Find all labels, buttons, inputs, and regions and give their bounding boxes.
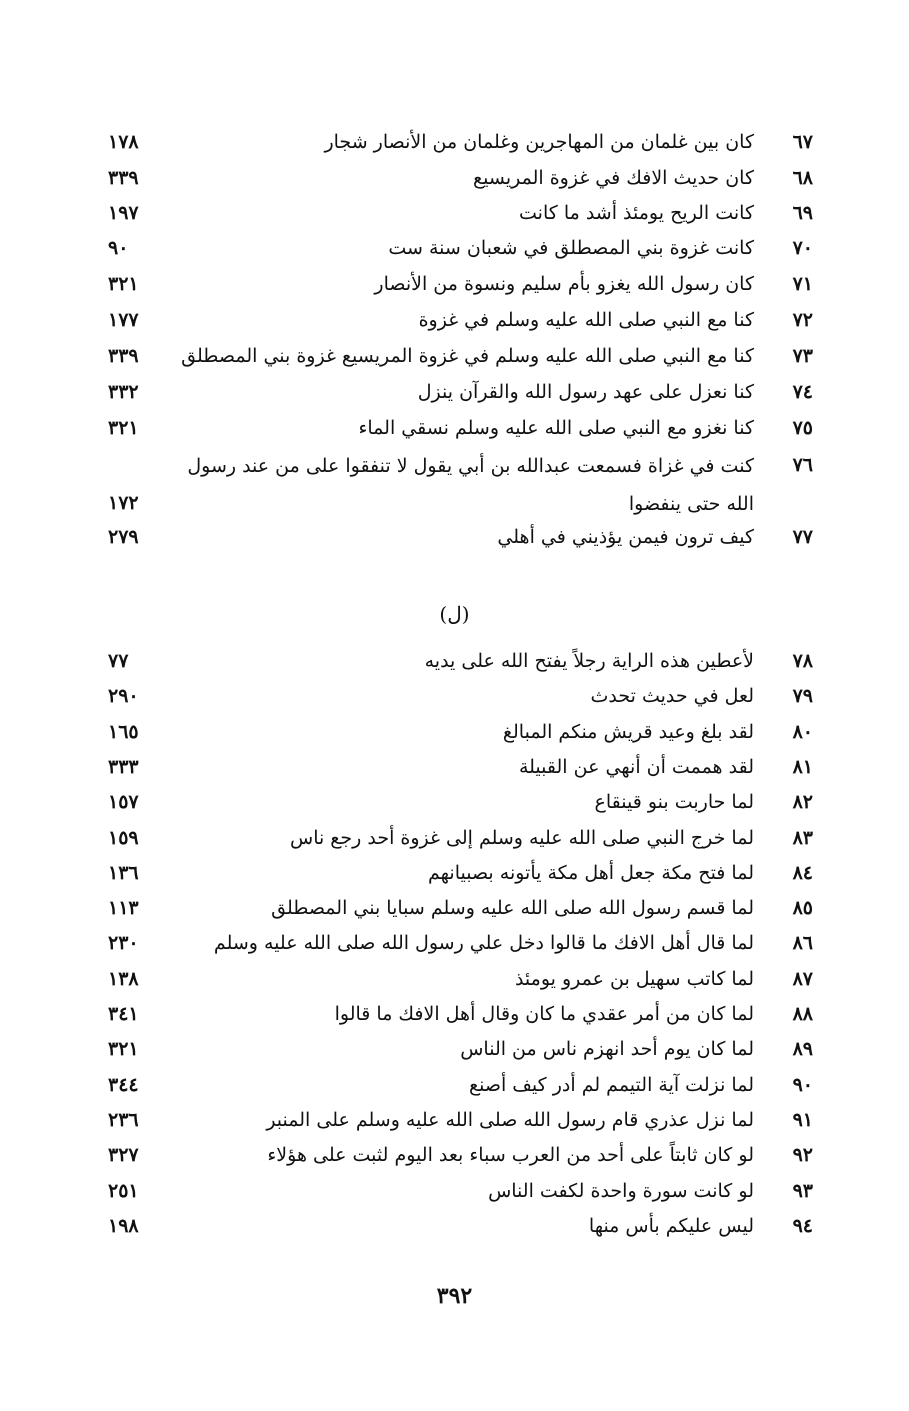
entry-number: ٦٩	[792, 202, 813, 224]
index-entry	[0, 925, 909, 961]
index-entry	[0, 302, 909, 338]
index-entry	[0, 195, 909, 231]
entry-text: لو كانت سورة واحدة لكفت الناس	[488, 1179, 754, 1202]
entry-page: ٢٩٠	[108, 685, 139, 708]
entry-page: ١٥٧	[108, 791, 139, 814]
entry-text: لما نزل عذري قام رسول الله صلى الله عليه وسلم على المنبر	[266, 1108, 754, 1131]
entry-text: لقد بلغ وعيد قريش منكم المبالغ	[502, 720, 754, 743]
entry-number: ٩٠	[792, 1073, 813, 1096]
entry-text: لما كان من أمر عقدي ما كان وقال أهل الافك ما قالوا	[334, 1003, 754, 1025]
entry-page: ١١٣	[108, 897, 139, 920]
entry-text: لما خرج النبي صلى الله عليه وسلم إلى غزوة أحد رجع ناس	[290, 826, 754, 849]
entry-text: لقد هممت أن أنهي عن القبيلة	[518, 755, 754, 778]
entry-text: لما قسم رسول الله صلى الله عليه وسلم سبايا بني المصطلق	[271, 897, 754, 920]
entry-page: ٩٠	[108, 237, 129, 259]
entry-number: ٧٧	[792, 526, 813, 548]
entry-number: ٩١	[792, 1108, 813, 1131]
index-entry	[0, 447, 909, 523]
index-entry	[0, 1031, 909, 1067]
entry-number: ٧٣	[792, 345, 813, 367]
entry-page: ١٩٧	[108, 202, 139, 224]
index-entry	[0, 1208, 909, 1244]
entry-page: ٣٢١	[108, 1038, 139, 1061]
entry-page: ٣٢٧	[108, 1144, 139, 1167]
entry-page: ٣٢١	[108, 273, 139, 295]
entry-page: ٣٣٩	[108, 167, 139, 189]
entry-page: ٣٣٣	[108, 755, 139, 778]
entry-number: ٩٢	[792, 1144, 813, 1167]
index-entry	[0, 1137, 909, 1173]
entry-page: ١٩٨	[108, 1214, 139, 1237]
index-entry	[0, 678, 909, 714]
entry-text: كنا مع النبي صلى الله عليه وسلم في غزوة المريسيع غزوة بني المصطلق	[181, 345, 754, 367]
entry-text: لما كان يوم أحد انهزم ناس من الناس	[460, 1038, 754, 1061]
entry-text: كنت في غزاة فسمعت عبدالله بن أبي يقول لا تنفقوا على من عند رسول الله حتى ينفضوا	[187, 455, 754, 515]
index-entry	[0, 374, 909, 410]
index-entry	[0, 996, 909, 1032]
entry-number: ٨٥	[792, 897, 813, 920]
entry-page: ٣٤١	[108, 1003, 139, 1025]
entry-number: ٧٢	[792, 309, 813, 331]
entry-text: كنا مع النبي صلى الله عليه وسلم في غزوة	[418, 309, 754, 331]
entry-page: ٢٥١	[108, 1179, 139, 1202]
entry-text: لما قال أهل الافك ما قالوا دخل علي رسول الله صلى الله عليه وسلم	[213, 932, 754, 955]
index-entry	[0, 1102, 909, 1138]
entry-page: ١٣٦	[108, 861, 139, 884]
entry-text: كان حديث الافك في غزوة المريسيع	[473, 167, 754, 189]
entry-number: ٨٨	[792, 1003, 813, 1025]
index-entry	[0, 820, 909, 856]
entry-number: ٨١	[792, 755, 813, 778]
index-entry	[0, 855, 909, 891]
entry-number: ٧١	[792, 273, 813, 295]
entry-text: لأعطين هذه الراية رجلاً يفتح الله على يديه	[424, 650, 754, 672]
entry-number: ٨٣	[792, 826, 813, 849]
index-entry	[0, 784, 909, 820]
entry-text: كيف ترون فيمن يؤذيني في أهلي	[497, 526, 754, 548]
entry-text: لما حاربت بنو قينقاع	[594, 791, 754, 814]
entry-number: ٦٧	[792, 131, 813, 153]
page-number: ٣٩٢	[436, 1283, 473, 1309]
index-entry	[0, 961, 909, 997]
entry-page: ٣٣٩	[108, 345, 139, 367]
index-entry	[0, 714, 909, 750]
entry-page: ١٧٧	[108, 309, 139, 331]
entry-page: ١٥٩	[108, 826, 139, 849]
entry-number: ٧٨	[792, 650, 813, 672]
entry-page: ٣٣٢	[108, 381, 139, 403]
entry-page: ٧٧	[108, 650, 129, 672]
entry-number: ٨٧	[792, 967, 813, 990]
index-entry	[0, 410, 909, 446]
entry-text: كنا نعزل على عهد رسول الله والقرآن ينزل	[417, 381, 754, 403]
entry-page: ٢٧٩	[108, 526, 139, 548]
entry-text: لو كان ثابتاً على أحد من العرب سباء بعد اليوم لثبت على هؤلاء	[267, 1144, 754, 1167]
index-entry	[0, 643, 909, 679]
index-entry	[0, 266, 909, 302]
index-entry	[0, 338, 909, 374]
entry-number: ٧٦	[792, 454, 813, 476]
index-entry	[0, 749, 909, 785]
entry-page: ٣٤٤	[108, 1073, 139, 1096]
entry-text: لما نزلت آية التيمم لم أدر كيف أصنع	[468, 1073, 754, 1096]
entry-text: لما كاتب سهيل بن عمرو يومئذ	[514, 967, 754, 990]
entry-text: لما فتح مكة جعل أهل مكة يأتونه بصبيانهم	[428, 861, 754, 884]
entry-number: ٩٤	[792, 1214, 813, 1237]
index-entry	[0, 890, 909, 926]
entry-page: ١٦٥	[108, 720, 139, 743]
index-entry	[0, 1173, 909, 1209]
entry-number: ٨٢	[792, 791, 813, 814]
entry-text: كان رسول الله يغزو بأم سليم ونسوة من الأنصار	[374, 273, 754, 295]
entry-number: ٩٣	[792, 1179, 813, 1202]
entry-page: ١٣٨	[108, 967, 139, 990]
entry-number: ٦٨	[792, 167, 813, 189]
entry-number: ٨٠	[792, 720, 813, 743]
entry-number: ٧٤	[792, 381, 813, 403]
entry-text: كنا نغزو مع النبي صلى الله عليه وسلم نسقي الماء	[358, 417, 754, 439]
entry-text: كانت الريح يومئذ أشد ما كانت	[519, 202, 754, 224]
entry-text: لعل في حديث تحدث	[590, 685, 754, 708]
entry-number: ٨٦	[792, 932, 813, 955]
entry-page: ٣٢١	[108, 417, 139, 439]
entry-number: ٧٩	[792, 685, 813, 708]
entry-page: ١٧٢	[108, 492, 139, 514]
index-entry	[0, 124, 909, 160]
section-heading: (ل)	[439, 602, 470, 626]
entry-number: ٨٩	[792, 1038, 813, 1061]
entry-number: ٧٥	[792, 417, 813, 439]
entry-text: ليس عليكم بأس منها	[588, 1214, 754, 1237]
entry-page: ٢٣٠	[108, 932, 139, 955]
index-entry	[0, 230, 909, 266]
entry-text: كان بين غلمان من المهاجرين وغلمان من الأنصار شجار	[324, 131, 754, 153]
entry-text: كانت غزوة بني المصطلق في شعبان سنة ست	[388, 237, 754, 259]
entry-number: ٧٠	[792, 237, 813, 259]
index-entry	[0, 519, 909, 555]
entry-page: ٢٣٦	[108, 1108, 139, 1131]
index-entry	[0, 1067, 909, 1103]
index-entry	[0, 160, 909, 196]
entry-number: ٨٤	[792, 861, 813, 884]
entry-page: ١٧٨	[108, 131, 139, 153]
